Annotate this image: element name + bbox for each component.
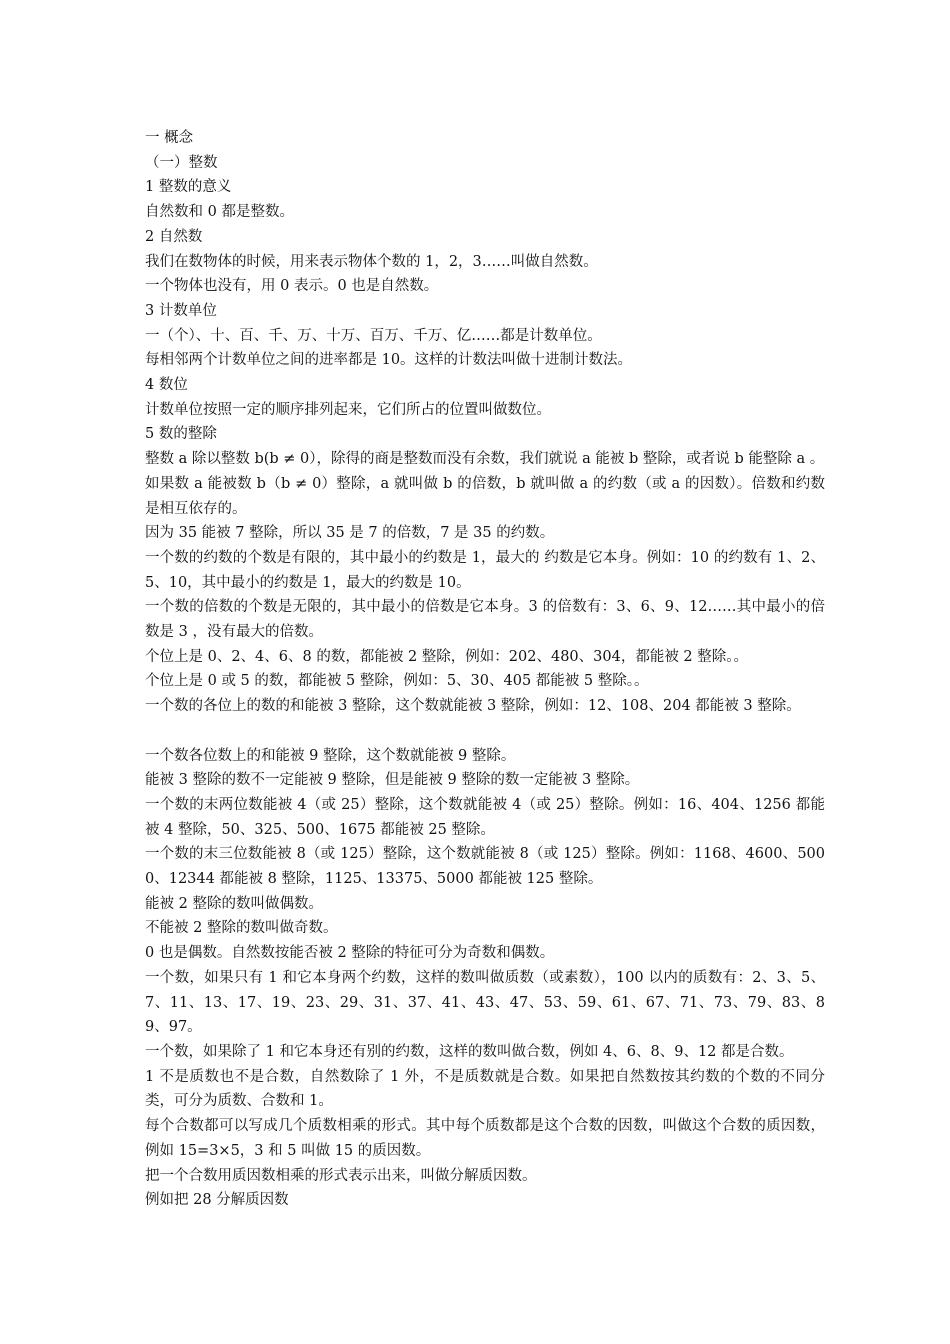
document-body	[145, 126, 825, 1213]
topic-heading: 1 整数的意义	[145, 179, 232, 196]
paragraph: 一个数的倍数的个数是无限的，其中最小的倍数是它本身。3 的倍数有：3、6、9、12……其中最小的倍数是 3 ，没有最大的倍数。	[145, 599, 825, 641]
paragraph: 能被 2 整除的数叫做偶数。	[145, 895, 323, 912]
subsection-title: （一）整数	[145, 154, 218, 171]
paragraph: 自然数和 0 都是整数。	[145, 204, 294, 221]
paragraph: 一个数各位数上的和能被 9 整除，这个数就能被 9 整除。	[145, 747, 516, 764]
paragraph: 把一个合数用质因数相乘的形式表示出来，叫做分解质因数。	[145, 1167, 537, 1184]
topic-heading: 3 计数单位	[145, 302, 217, 319]
paragraph: 0 也是偶数。自然数按能否被 2 整除的特征可分为奇数和偶数。	[145, 945, 555, 962]
paragraph: 1 不是质数也不是合数，自然数除了 1 外，不是质数就是合数。如果把自然数按其约数的个数的不同分类，可分为质数、合数和 1。	[145, 1068, 825, 1110]
paragraph: 一个数，如果除了 1 和它本身还有别的约数，这样的数叫做合数，例如 4、6、8、9、12 都是合数。	[145, 1044, 794, 1060]
paragraph: 一个数的末三位数能被 8（或 125）整除，这个数就能被 8（或 125）整除。例如：1168、4600、5000、12344 都能被 8 整除，1125、13375、5000 都能被 125 整除。	[145, 846, 825, 888]
paragraph: 个位上是 0、2、4、6、8 的数，都能被 2 整除，例如：202、480、304，都能被 2 整除。。	[145, 648, 749, 665]
paragraph: 一个数的末两位数能被 4（或 25）整除，这个数就能被 4（或 25）整除。例如：16、404、1256 都能被 4 整除，50、325、500、1675 都能被 25 整除。	[145, 796, 825, 838]
paragraph: 因为 35 能被 7 整除，所以 35 是 7 的倍数，7 是 35 的约数。	[145, 525, 555, 542]
section-title: 一 概念	[145, 130, 194, 146]
paragraph: 能被 3 整除的数不一定能被 9 整除，但是能被 9 整除的数一定能被 3 整除。	[145, 772, 640, 789]
paragraph: 计数单位按照一定的顺序排列起来，它们所占的位置叫做数位。	[145, 401, 551, 418]
paragraph: 个位上是 0 或 5 的数，都能被 5 整除，例如：5、30、405 都能被 5 整除。。	[145, 673, 649, 690]
blank-line	[145, 719, 825, 744]
paragraph: 我们在数物体的时候，用来表示物体个数的 1，2，3……叫做自然数。	[145, 253, 598, 270]
paragraph: 一个数的约数的个数是有限的，其中最小的约数是 1，最大的 约数是它本身。例如：10 的约数有 1、2、5、10，其中最小的约数是 1，最大的约数是 10。	[145, 549, 825, 591]
paragraph: 一（个）、十、百、千、万、十万、百万、千万、亿……都是计数单位。	[145, 327, 602, 344]
topic-heading: 5 数的整除	[145, 426, 217, 443]
topic-heading: 2 自然数	[145, 228, 203, 245]
paragraph: 如果数 a 能被数 b（b ≠ 0）整除，a 就叫做 b 的倍数，b 就叫做 a 的约数（或 a 的因数）。倍数和约数是相互依存的。	[145, 475, 825, 517]
paragraph: 每相邻两个计数单位之间的进率都是 10。这样的计数法叫做十进制计数法。	[145, 352, 633, 369]
paragraph: 整数 a 除以整数 b(b ≠ 0），除得的商是整数而没有余数，我们就说 a 能被 b 整除，或者说 b 能整除 a 。	[145, 451, 825, 468]
paragraph: 一个数的各位上的数的和能被 3 整除，这个数就能被 3 整除，例如：12、108、204 都能被 3 整除。	[145, 698, 801, 715]
topic-heading: 4 数位	[145, 377, 188, 394]
paragraph: 例如把 28 分解质因数	[145, 1192, 289, 1209]
paragraph: 不能被 2 整除的数叫做奇数。	[145, 920, 338, 937]
paragraph: 一个物体也没有，用 0 表示。0 也是自然数。	[145, 278, 439, 295]
paragraph: 每个合数都可以写成几个质数相乘的形式。其中每个质数都是这个合数的因数，叫做这个合数的质因数，例如 15=3×5，3 和 5 叫做 15 的质因数。	[145, 1118, 825, 1159]
paragraph: 一个数，如果只有 1 和它本身两个约数，这样的数叫做质数（或素数），100 以内的质数有：2、3、5、7、11、13、17、19、23、29、31、37、41、43、47、53、59、61、67、71、73、79、83、89、97。	[145, 969, 825, 1036]
